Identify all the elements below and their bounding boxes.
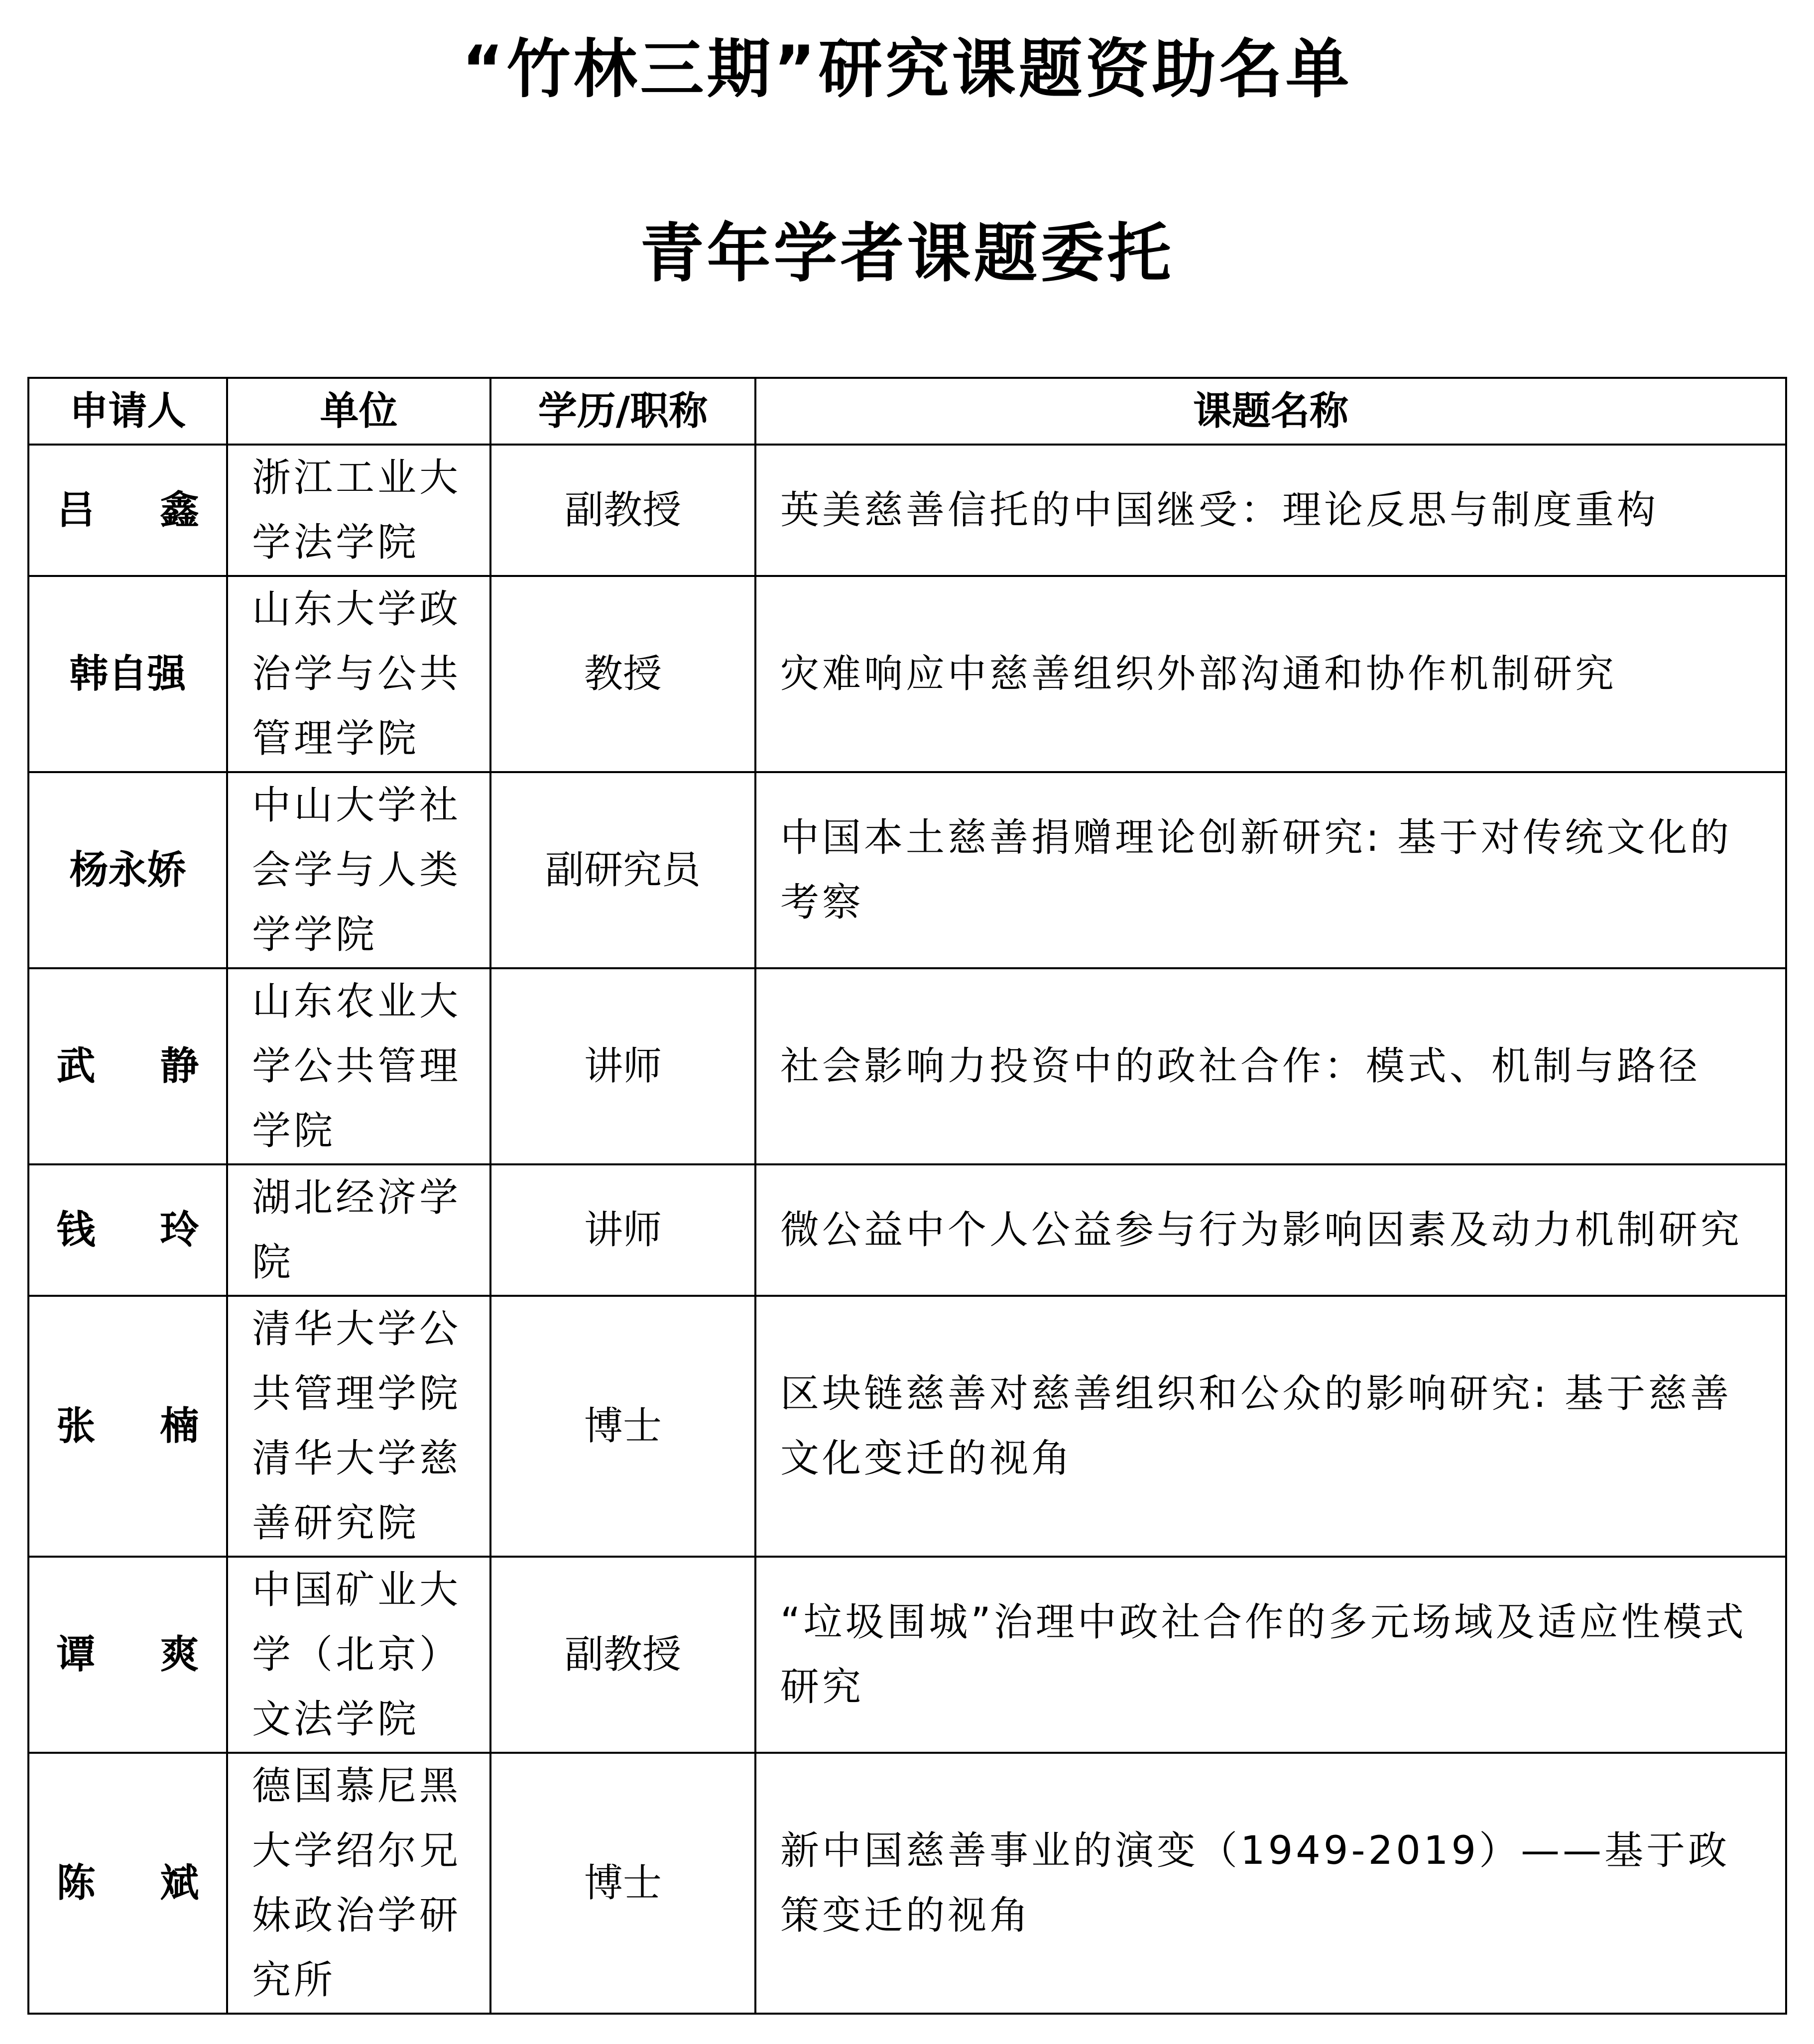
applicant-name: 武静 bbox=[56, 1044, 264, 1089]
topic-cell: 英美慈善信托的中国继受：理论反思与制度重构 bbox=[755, 445, 1786, 576]
applicant-name-cell bbox=[28, 1164, 264, 1296]
header-title: 学历/职称 bbox=[490, 378, 755, 445]
applicant-name-cell bbox=[28, 772, 227, 968]
header-unit: 单位 bbox=[227, 378, 490, 445]
applicant-name-cell bbox=[28, 1557, 264, 1753]
title-cell: 讲师 bbox=[490, 968, 755, 1164]
table-row bbox=[28, 1557, 1786, 1753]
topic-cell: 社会影响力投资中的政社合作：模式、机制与路径 bbox=[755, 968, 1786, 1164]
topic-cell: 中国本土慈善捐赠理论创新研究: 基于对传统文化的考察 bbox=[755, 772, 1786, 968]
unit-cell: 山东农业大学公共管理学院 bbox=[227, 968, 490, 1164]
unit-cell: 中国矿业大学（北京）文法学院 bbox=[227, 1557, 490, 1753]
applicant-name: 钱玲 bbox=[56, 1208, 264, 1252]
applicant-name: 张楠 bbox=[56, 1404, 264, 1449]
applicant-name: 陈斌 bbox=[56, 1861, 264, 1906]
table-row bbox=[28, 772, 1786, 968]
title-cell: 博士 bbox=[490, 1753, 755, 2014]
topic-cell: “垃圾围城”治理中政社合作的多元场域及适应性模式研究 bbox=[755, 1557, 1786, 1753]
header-topic: 课题名称 bbox=[755, 378, 1786, 445]
unit-cell: 中山大学社会学与人类学学院 bbox=[227, 772, 490, 968]
header-applicant: 申请人 bbox=[28, 378, 227, 445]
table-row bbox=[28, 1164, 1786, 1296]
table-row bbox=[28, 445, 1786, 576]
applicant-name: 杨永娇 bbox=[69, 848, 186, 893]
applicant-name-cell bbox=[28, 968, 264, 1164]
document-subtitle: 青年学者课题委托 bbox=[640, 217, 1174, 291]
table-row bbox=[28, 968, 1786, 1164]
applicant-name-cell bbox=[28, 576, 227, 772]
title-cell: 博士 bbox=[490, 1296, 755, 1557]
title-cell: 教授 bbox=[490, 576, 755, 772]
title-cell: 讲师 bbox=[490, 1164, 755, 1296]
table-row bbox=[28, 576, 1786, 772]
unit-cell: 浙江工业大学法学院 bbox=[227, 445, 490, 576]
topic-cell: 区块链慈善对慈善组织和公众的影响研究: 基于慈善文化变迁的视角 bbox=[755, 1296, 1786, 1557]
title-cell: 副研究员 bbox=[490, 772, 755, 968]
applicant-name: 谭爽 bbox=[56, 1632, 264, 1677]
applicant-name-cell bbox=[28, 1296, 264, 1557]
document-title: “竹林三期”研究课题资助名单 bbox=[462, 32, 1352, 107]
table-row bbox=[28, 1296, 1786, 1557]
title-cell: 副教授 bbox=[490, 1557, 755, 1753]
unit-cell: 德国慕尼黑大学绍尔兄妹政治学研究所 bbox=[227, 1753, 490, 2014]
unit-cell: 湖北经济学院 bbox=[227, 1164, 490, 1296]
grant-table bbox=[27, 377, 1787, 2015]
topic-cell: 微公益中个人公益参与行为影响因素及动力机制研究 bbox=[755, 1164, 1786, 1296]
title-cell: 副教授 bbox=[490, 445, 755, 576]
applicant-name-cell bbox=[28, 1753, 264, 2014]
unit-cell: 清华大学公共管理学院清华大学慈善研究院 bbox=[227, 1296, 490, 1557]
topic-cell: 新中国慈善事业的演变（1949-2019）——基于政策变迁的视角 bbox=[755, 1753, 1786, 2014]
applicant-name: 韩自强 bbox=[69, 652, 186, 696]
table-row bbox=[28, 1753, 1786, 2014]
topic-cell: 灾难响应中慈善组织外部沟通和协作机制研究 bbox=[755, 576, 1786, 772]
table-header-row bbox=[28, 378, 1786, 445]
applicant-name: 吕鑫 bbox=[56, 488, 264, 533]
applicant-name-cell bbox=[28, 445, 264, 576]
unit-cell: 山东大学政治学与公共管理学院 bbox=[227, 576, 490, 772]
